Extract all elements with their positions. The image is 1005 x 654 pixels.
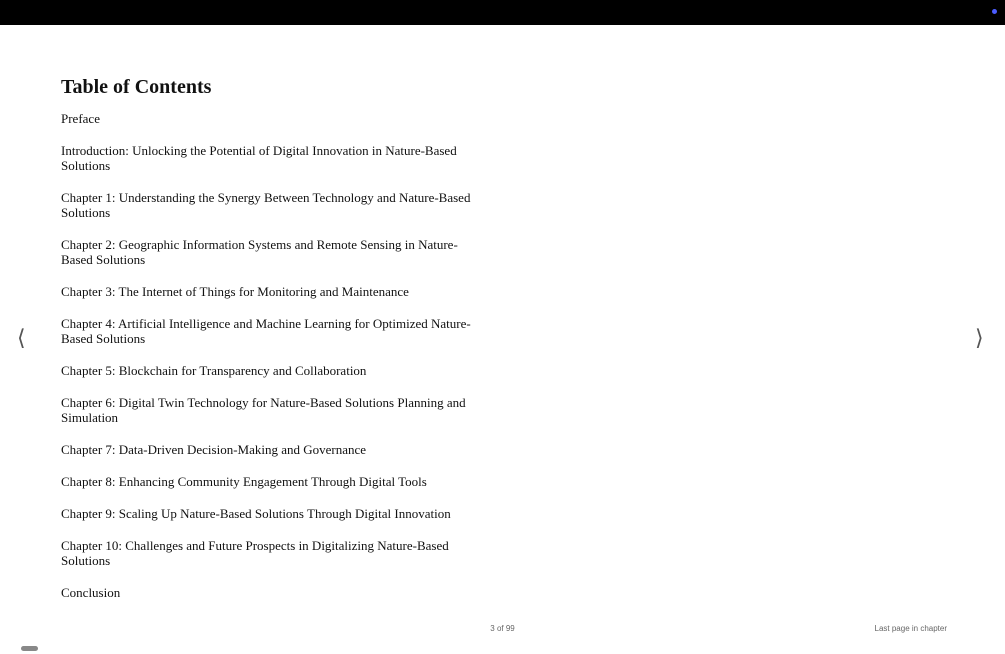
toc-item-preface[interactable]: Preface — [61, 111, 100, 126]
scroll-handle[interactable] — [21, 646, 38, 651]
toc-item-chapter-3[interactable]: Chapter 3: The Internet of Things for Monitoring and Maintenance — [61, 284, 409, 299]
toc-item-conclusion[interactable]: Conclusion — [61, 585, 121, 600]
chevron-left-icon[interactable]: ⟨ — [17, 326, 26, 351]
toc-item-introduction[interactable]: Introduction: Unlocking the Potential of Digital Innovation in Nature-Based Solutions — [61, 143, 457, 173]
status-indicator-dot — [992, 9, 997, 14]
chapter-status: Last page in chapter — [874, 624, 947, 633]
toc-item-chapter-1[interactable]: Chapter 1: Understanding the Synergy Between Technology and Nature-Based Solutions — [61, 190, 471, 220]
top-bar — [0, 0, 1005, 25]
toc-list — [61, 111, 481, 600]
toc-item-chapter-2[interactable]: Chapter 2: Geographic Information Systems and Remote Sensing in Nature-Based Solutions — [61, 237, 458, 267]
toc-item-chapter-7[interactable]: Chapter 7: Data-Driven Decision-Making and Governance — [61, 442, 367, 457]
toc-item-chapter-6[interactable]: Chapter 6: Digital Twin Technology for Nature-Based Solutions Planning and Simulation — [61, 395, 466, 425]
book-page — [61, 75, 481, 617]
toc-item-chapter-9[interactable]: Chapter 9: Scaling Up Nature-Based Solutions Through Digital Innovation — [61, 506, 451, 521]
chevron-right-icon[interactable]: ⟩ — [975, 326, 984, 351]
page-counter: 3 of 99 — [490, 624, 515, 633]
toc-item-chapter-5[interactable]: Chapter 5: Blockchain for Transparency and Collaboration — [61, 363, 367, 378]
page-title: Table of Contents — [61, 76, 212, 98]
toc-item-chapter-4[interactable]: Chapter 4: Artificial Intelligence and Machine Learning for Optimized Nature-Based Solutions — [61, 316, 471, 346]
toc-item-chapter-10[interactable]: Chapter 10: Challenges and Future Prospects in Digitalizing Nature-Based Solutions — [61, 538, 449, 568]
toc-item-chapter-8[interactable]: Chapter 8: Enhancing Community Engagement Through Digital Tools — [61, 474, 427, 489]
